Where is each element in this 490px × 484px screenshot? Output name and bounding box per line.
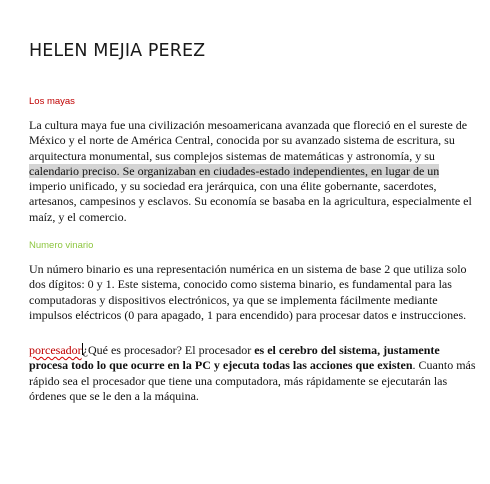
paragraph-procesador	[29, 343, 479, 404]
paragraph-text: La cultura maya fue una civilización mesoamericana avanzada que floreció en el sureste de México y el norte de América Central, conocida por su avanzado sistema de escritura, su arquitectura monumental, sus complejos sistemas de matemáticas y astronomía, y su	[29, 118, 468, 163]
paragraph-text: ¿Qué es procesador? El procesador	[82, 343, 255, 357]
section-heading-numero-vinario: Numero vinario	[29, 240, 94, 251]
section-heading-los-mayas: Los mayas	[29, 96, 75, 107]
misspelled-word[interactable]: porcesador	[29, 343, 82, 357]
paragraph-text: . Cuanto más rápido sea el procesador que tiene una computadora, más rápidamente se ejecutarán las órdenes que se le den a la máquina.	[29, 358, 476, 403]
paragraph-text: imperio unificado, y su sociedad era jerárquica, con una élite gobernante, sacerdotes, artesanos, campesinos y esclavos. Su economía se basaba en la agricultura, especialmente el maíz, y el comercio.	[29, 179, 472, 224]
bold-text: es el cerebro del sistema, justamente procesa todo lo que ocurre en la PC y ejecuta todas las acciones que existen	[29, 343, 440, 373]
document-title: HELEN MEJIA PEREZ	[29, 41, 206, 61]
paragraph-numero-binario: Un número binario es una representación numérica en un sistema de base 2 que utiliza solo dos dígitos: 0 y 1. Este sistema, conocido como sistema binario, es fundamental para las computadoras y dispositivos electrónicos, ya que se implementa fácilmente mediante impulsos eléctricos (0 para apagado, 1 para encendido) para procesar datos e instrucciones.	[29, 262, 467, 322]
selected-text-highlight[interactable]: calendario preciso. Se organizaban en ciudades-estado independientes, en lugar de un	[29, 163, 440, 178]
paragraph-los-mayas	[29, 118, 479, 225]
